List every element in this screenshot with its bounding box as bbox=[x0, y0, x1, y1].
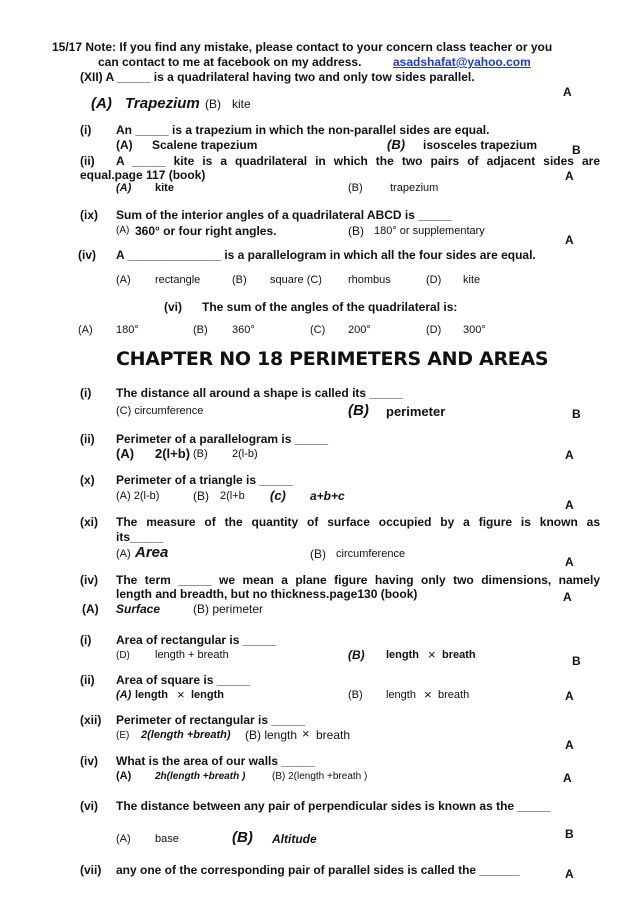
answer-key: B bbox=[565, 827, 574, 841]
option-text: kite bbox=[232, 97, 251, 111]
answer-key: A bbox=[563, 85, 572, 99]
question-text: A ______________ is a parallelogram in which all the four sides are equal. bbox=[116, 248, 536, 262]
option-text: length bbox=[386, 689, 416, 701]
option-label: (A) bbox=[116, 548, 131, 560]
option-label: (B) bbox=[193, 489, 209, 503]
contact-email-link[interactable]: asadshafat@yahoo.com bbox=[393, 55, 531, 69]
option-label: (A) bbox=[78, 324, 93, 336]
option-text: isosceles trapezium bbox=[423, 138, 538, 152]
question-number: (ii) bbox=[80, 432, 95, 446]
question-text: Area of rectangular is _____ bbox=[116, 633, 277, 647]
option-text: Altitude bbox=[272, 832, 317, 846]
option-text: length bbox=[135, 689, 168, 701]
option-label: (A) bbox=[82, 602, 99, 616]
option-text: perimeter bbox=[386, 404, 446, 419]
option-text: kite bbox=[463, 274, 481, 286]
option-text: Area bbox=[135, 544, 169, 561]
option-label: (D) bbox=[426, 324, 442, 336]
question-text: Perimeter of rectangular is _____ bbox=[116, 713, 305, 727]
option-text: 2(l+b) bbox=[155, 446, 191, 461]
question-number: (iv) bbox=[80, 754, 98, 768]
question-text: (XII) A _____ is a quadrilateral having two and only tow sides parallel. bbox=[80, 70, 475, 84]
option-text: square (C) bbox=[270, 274, 322, 286]
question-text: An _____ is a trapezium in which the non-parallel sides are equal. bbox=[116, 123, 490, 137]
option-text: 180° bbox=[116, 324, 139, 336]
question-text-cont: its_____ bbox=[116, 530, 164, 544]
option-text: breath bbox=[438, 689, 470, 701]
option-text: 180° or supplementary bbox=[374, 225, 485, 237]
answer-key: B bbox=[572, 407, 581, 421]
question-text: any one of the corresponding pair of parallel sides is called the ______ bbox=[116, 863, 520, 877]
answer-key: A bbox=[565, 498, 574, 512]
question-text: Area of square is _____ bbox=[116, 673, 251, 687]
option-label: (B) bbox=[348, 689, 363, 701]
question-number: (x) bbox=[80, 473, 95, 487]
chapter-heading: CHAPTER NO 18 PERIMETERS AND AREAS bbox=[116, 348, 549, 370]
option-text: breath bbox=[442, 649, 476, 661]
answer-key: A bbox=[565, 448, 574, 462]
option-text: base bbox=[155, 833, 179, 845]
option-text: (B) perimeter bbox=[193, 602, 264, 616]
question-number: (ii) bbox=[80, 154, 95, 168]
question-text-cont: equal.page 117 (book) bbox=[80, 168, 206, 182]
option-text: 2(l-b) bbox=[232, 448, 258, 460]
option-text: 300° bbox=[463, 324, 486, 336]
option-label: (c) bbox=[270, 488, 286, 503]
question-text-cont: length and breadth, but no thickness.page130 (book) bbox=[116, 587, 418, 601]
times-symbol: × bbox=[177, 687, 185, 702]
header-note-line2: can contact to me at facebook on my address. bbox=[98, 55, 362, 69]
question-text: What is the area of our walls _____ bbox=[116, 754, 315, 768]
option-text: 2h(length +breath ) bbox=[155, 771, 246, 782]
option-text: (B) length bbox=[245, 728, 298, 742]
option-text: Surface bbox=[116, 602, 161, 616]
option-text: length + breath bbox=[155, 649, 229, 661]
option-label: (B) bbox=[232, 274, 247, 286]
option-label: (A) bbox=[116, 446, 135, 461]
option-text: rhombus bbox=[348, 274, 391, 286]
question-number: (i) bbox=[80, 633, 92, 647]
option-label: (B) bbox=[193, 324, 208, 336]
option-label: (A) bbox=[116, 138, 133, 152]
answer-key: A bbox=[565, 867, 574, 881]
question-text: A _____ kite is a quadrilateral in which the two pairs of adjacent sides are bbox=[116, 154, 600, 168]
question-number: (vi) bbox=[164, 300, 182, 314]
option-label: (B) bbox=[232, 829, 253, 846]
option-text: trapezium bbox=[390, 182, 439, 194]
answer-key: A bbox=[565, 233, 574, 247]
option-text: 2(l+b bbox=[220, 490, 245, 502]
question-number: (xi) bbox=[80, 515, 98, 529]
answer-key: B bbox=[572, 654, 581, 668]
option-text: circumference bbox=[336, 548, 406, 560]
question-text: The sum of the angles of the quadrilateral is: bbox=[202, 300, 458, 314]
option-text: 2(length +breath) bbox=[141, 729, 231, 741]
option-text: (B) 2(length +breath ) bbox=[272, 771, 368, 782]
question-number: (i) bbox=[80, 123, 92, 137]
times-symbol: × bbox=[302, 726, 310, 741]
option-text: 360° bbox=[232, 324, 255, 336]
times-symbol: × bbox=[428, 647, 436, 662]
option-label: (A) bbox=[116, 689, 132, 701]
option-label: (B) bbox=[348, 224, 364, 238]
option-label: (B) bbox=[310, 547, 326, 561]
option-label: (B) bbox=[348, 182, 363, 194]
header-note-line1: 15/17 Note: If you find any mistake, please contact to your concern class teacher or you bbox=[52, 40, 553, 54]
option-text: kite bbox=[155, 182, 174, 194]
question-number: (iv) bbox=[80, 573, 98, 587]
option-label: (D) bbox=[116, 650, 130, 661]
option-text: rectangle bbox=[155, 274, 201, 286]
question-text: The distance between any pair of perpendicular sides is known as the _____ bbox=[116, 799, 551, 813]
question-text: The term _____ we mean a plane figure having only two dimensions, namely bbox=[116, 573, 600, 587]
option-text: 200° bbox=[348, 324, 371, 336]
option-label: (A) bbox=[116, 833, 131, 845]
question-text: Perimeter of a triangle is _____ bbox=[116, 473, 293, 487]
option-text: breath bbox=[316, 728, 351, 742]
option-label: (A) bbox=[116, 182, 132, 194]
option-label: (B) bbox=[205, 97, 221, 111]
option-label: (A) bbox=[116, 770, 132, 782]
answer-key: A bbox=[563, 771, 572, 785]
question-text: The distance all around a shape is called its _____ bbox=[116, 386, 403, 400]
answer-key: A bbox=[565, 738, 574, 752]
question-number: (vi) bbox=[80, 799, 98, 813]
answer-key: A bbox=[563, 590, 572, 604]
option-text: (A) 2(l-b) bbox=[116, 490, 160, 502]
question-text: Sum of the interior angles of a quadrilateral ABCD is _____ bbox=[116, 208, 452, 222]
question-number: (ii) bbox=[80, 673, 95, 687]
option-text: a+b+c bbox=[310, 489, 345, 503]
option-label: (B) bbox=[348, 648, 365, 662]
option-label: (B) bbox=[348, 402, 369, 419]
option-text: Trapezium bbox=[125, 95, 200, 112]
question-number: (ix) bbox=[80, 208, 98, 222]
option-text: (C) circumference bbox=[116, 405, 204, 417]
option-label: (A) bbox=[91, 95, 112, 112]
option-text: length bbox=[386, 649, 419, 661]
option-text: 360° or four right angles. bbox=[135, 224, 277, 238]
question-number: (xii) bbox=[80, 713, 102, 727]
option-label: (B) bbox=[387, 137, 406, 152]
times-symbol: × bbox=[424, 687, 432, 702]
option-label: (C) bbox=[310, 324, 326, 336]
option-label: (D) bbox=[426, 274, 442, 286]
question-number: (vii) bbox=[80, 863, 102, 877]
option-text: length bbox=[191, 689, 224, 701]
option-label: (A) bbox=[116, 274, 131, 286]
answer-key: A bbox=[565, 689, 574, 703]
answer-key: B bbox=[572, 143, 581, 157]
question-text: The measure of the quantity of surface occupied by a figure is known as bbox=[116, 515, 600, 529]
option-label: (A) bbox=[116, 225, 130, 236]
answer-key: A bbox=[565, 169, 574, 183]
option-label: (B) bbox=[193, 448, 208, 460]
answer-key: A bbox=[565, 555, 574, 569]
question-number: (i) bbox=[80, 386, 92, 400]
question-number: (iv) bbox=[78, 248, 96, 262]
question-text: Perimeter of a parallelogram is _____ bbox=[116, 432, 329, 446]
option-text: Scalene trapezium bbox=[152, 138, 258, 152]
option-label: (E) bbox=[116, 730, 130, 741]
